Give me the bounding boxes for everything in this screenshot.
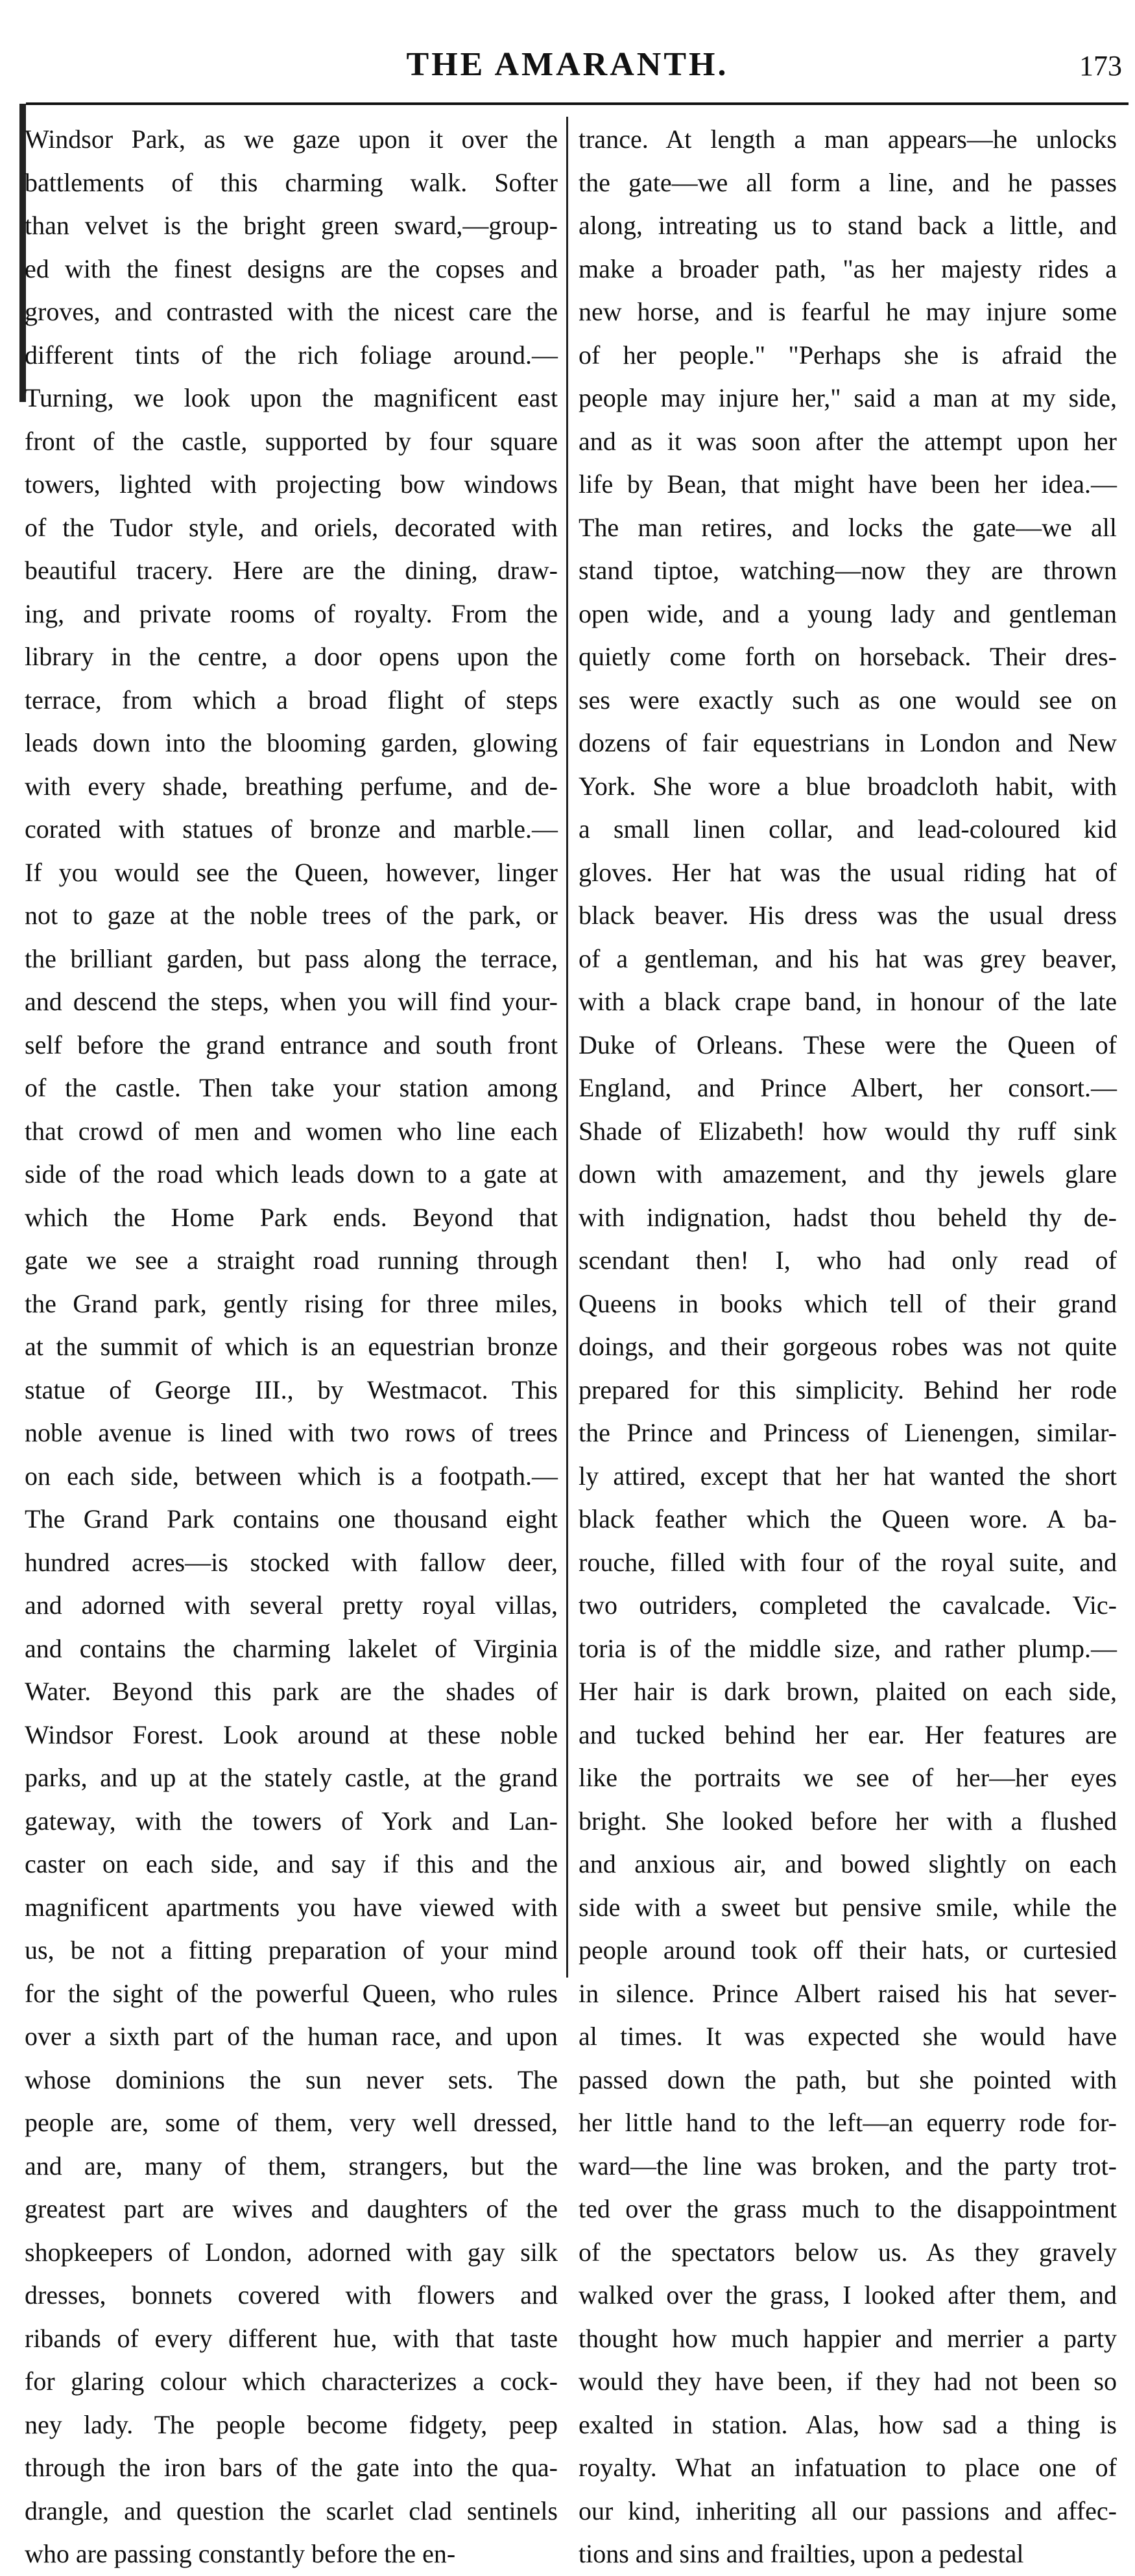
text-line: ed with the finest designs are the copses and: [25, 254, 558, 283]
text-line: would they have been, if they had not been so: [579, 2367, 1117, 2396]
text-line: leads down into the blooming garden, glowing: [25, 728, 558, 757]
text-line: the gate—we all form a line, and he passes: [579, 167, 1117, 197]
text-line: Water. Beyond this park are the shades of: [25, 1677, 558, 1706]
text-line: who are passing constantly before the en-: [25, 2539, 456, 2568]
text-line: with indignation, hadst thou beheld thy de-: [579, 1202, 1117, 1232]
text-line: of the Tudor style, and oriels, decorated with: [25, 512, 558, 542]
text-line: Windsor Park, as we gaze upon it over the: [25, 124, 558, 154]
text-line: our kind, inheriting all our passions and affec-: [579, 2496, 1117, 2525]
text-line: towers, lighted with projecting bow windows: [25, 469, 558, 499]
text-line: statue of George III., by Westmacot. This: [25, 1375, 558, 1404]
text-line: dresses, bonnets covered with flowers and: [25, 2280, 558, 2310]
text-line: and anxious air, and bowed slightly on each: [579, 1849, 1117, 1878]
text-line: on each side, between which is a footpath.—: [25, 1461, 558, 1491]
text-line: and are, many of them, strangers, but the: [25, 2151, 558, 2180]
text-line: ribands of every different hue, with that taste: [25, 2323, 558, 2353]
text-line: open wide, and a young lady and gentleman: [579, 598, 1117, 628]
text-line: royalty. What an infatuation to place one of: [579, 2453, 1117, 2482]
text-line: life by Bean, that might have been her idea.—: [579, 469, 1117, 499]
text-line: people around took off their hats, or curtesied: [579, 1935, 1117, 1965]
page-header: [0, 45, 1135, 91]
text-line: down with amazement, and thy jewels glare: [579, 1159, 1117, 1188]
text-line: that crowd of men and women who line each: [25, 1116, 558, 1146]
text-line: drangle, and question the scarlet clad sentinels: [25, 2496, 558, 2525]
text-line: noble avenue is lined with two rows of trees: [25, 1418, 558, 1447]
text-line: ward—the line was broken, and the party trot-: [579, 2151, 1117, 2180]
text-line: front of the castle, supported by four square: [25, 426, 558, 456]
text-line: and contains the charming lakelet of Virginia: [25, 1633, 558, 1663]
column-divider: [566, 117, 568, 1978]
text-line: bright. She looked before her with a flushed: [579, 1806, 1117, 1836]
text-line: magnificent apartments you have viewed with: [25, 1892, 558, 1922]
text-line: thought how much happier and merrier a party: [579, 2323, 1117, 2353]
running-title: THE AMARANTH.: [406, 46, 729, 83]
text-line: the Grand park, gently rising for three miles,: [25, 1288, 558, 1318]
right-column: [579, 118, 1117, 2568]
text-line: battlements of this charming walk. Softer: [25, 167, 558, 197]
text-line: groves, and contrasted with the nicest care the: [25, 297, 558, 326]
text-line: al times. It was expected she would have: [579, 2022, 1117, 2051]
text-line: parks, and up at the stately castle, at the grand: [25, 1763, 558, 1792]
text-line: The Grand Park contains one thousand eight: [25, 1504, 558, 1533]
text-line: through the iron bars of the gate into the qua-: [25, 2453, 558, 2482]
text-line: prepared for this simplicity. Behind her rode: [579, 1375, 1117, 1404]
text-line: corated with statues of bronze and marble.—: [25, 814, 558, 844]
text-line: ses were exactly such as one would see on: [579, 685, 1117, 715]
text-line: of the castle. Then take your station among: [25, 1073, 558, 1102]
text-line: greatest part are wives and daughters of the: [25, 2194, 558, 2223]
text-line: which the Home Park ends. Beyond that: [25, 1202, 558, 1232]
text-line: walked over the grass, I looked after them, and: [579, 2280, 1117, 2310]
text-line: England, and Prince Albert, her consort.—: [579, 1073, 1117, 1102]
text-line: ney lady. The people become fidgety, peep: [25, 2409, 558, 2439]
text-line: new horse, and is fearful he may injure some: [579, 297, 1117, 326]
left-column: [25, 118, 558, 2568]
text-line: black feather which the Queen wore. A ba-: [579, 1504, 1117, 1533]
text-line: ly attired, except that her hat wanted the short: [579, 1461, 1117, 1491]
text-line: like the portraits we see of her—her eyes: [579, 1763, 1117, 1792]
text-line: shopkeepers of London, adorned with gay silk: [25, 2237, 558, 2267]
text-line: tions and sins and frailties, upon a pedestal: [579, 2539, 1024, 2568]
text-line: side of the road which leads down to a gate at: [25, 1159, 558, 1188]
text-line: scendant then! I, who had only read of: [579, 1246, 1117, 1275]
text-line: The man retires, and locks the gate—we all: [579, 512, 1117, 542]
text-line: self before the grand entrance and south front: [25, 1030, 558, 1059]
text-line: exalted in station. Alas, how sad a thing is: [579, 2409, 1117, 2439]
text-line: passed down the path, but she pointed with: [579, 2064, 1117, 2094]
text-line: the Prince and Princess of Lienengen, similar-: [579, 1418, 1117, 1447]
text-line: Duke of Orleans. These were the Queen of: [579, 1030, 1117, 1059]
text-line: gloves. Her hat was the usual riding hat of: [579, 857, 1117, 887]
text-line: us, be not a fitting preparation of your mind: [25, 1935, 558, 1965]
text-line: people may injure her," said a man at my side,: [579, 383, 1117, 412]
text-line: for the sight of the powerful Queen, who rules: [25, 1978, 558, 2008]
text-line: different tints of the rich foliage around.—: [25, 340, 558, 370]
text-line: and tucked behind her ear. Her features are: [579, 1719, 1117, 1749]
text-line: gate we see a straight road running through: [25, 1246, 558, 1275]
text-line: people are, some of them, very well dressed,: [25, 2108, 558, 2137]
text-line: gateway, with the towers of York and Lan-: [25, 1806, 558, 1836]
text-line: and descend the steps, when you will find your-: [25, 987, 558, 1016]
text-line: Her hair is dark brown, plaited on each side,: [579, 1677, 1117, 1706]
text-line: Queens in books which tell of their grand: [579, 1288, 1117, 1318]
text-line: Windsor Forest. Look around at these noble: [25, 1719, 558, 1749]
text-line: the brilliant garden, but pass along the terrace,: [25, 943, 558, 973]
text-line: toria is of the middle size, and rather plump.—: [579, 1633, 1117, 1663]
text-line: with a black crape band, in honour of the late: [579, 987, 1117, 1016]
text-line: and as it was soon after the attempt upon her: [579, 426, 1117, 456]
text-line: her little hand to the left—an equerry rode for-: [579, 2108, 1117, 2137]
text-line: stand tiptoe, watching—now they are thrown: [579, 556, 1117, 585]
text-line: York. She wore a blue broadcloth habit, with: [579, 771, 1117, 801]
text-line: of her people." "Perhaps she is afraid the: [579, 340, 1117, 370]
text-line: caster on each side, and say if this and the: [25, 1849, 558, 1878]
text-line: a small linen collar, and lead-coloured kid: [579, 814, 1117, 844]
text-line: in silence. Prince Albert raised his hat sever-: [579, 1978, 1117, 2008]
text-line: Turning, we look upon the magnificent east: [25, 383, 558, 412]
text-line: library in the centre, a door opens upon the: [25, 642, 558, 671]
text-line: hundred acres—is stocked with fallow deer,: [25, 1547, 558, 1577]
text-line: terrace, from which a broad flight of steps: [25, 685, 558, 715]
text-line: side with a sweet but pensive smile, while the: [579, 1892, 1117, 1922]
text-line: whose dominions the sun never sets. The: [25, 2064, 558, 2094]
text-line: doings, and their gorgeous robes was not quite: [579, 1332, 1117, 1361]
text-line: than velvet is the bright green sward,—group-: [25, 211, 558, 240]
text-line: along, intreating us to stand back a little, and: [579, 211, 1117, 240]
text-line: over a sixth part of the human race, and upon: [25, 2022, 558, 2051]
text-line: of the spectators below us. As they gravely: [579, 2237, 1117, 2267]
text-line: If you would see the Queen, however, linger: [25, 857, 558, 887]
text-line: black beaver. His dress was the usual dress: [579, 901, 1117, 930]
text-line: not to gaze at the noble trees of the park, or: [25, 901, 558, 930]
text-line: of a gentleman, and his hat was grey beaver,: [579, 943, 1117, 973]
text-line: trance. At length a man appears—he unlocks: [579, 124, 1117, 154]
text-line: make a broader path, "as her majesty rides a: [579, 254, 1117, 283]
text-line: Shade of Elizabeth! how would thy ruff sink: [579, 1116, 1117, 1146]
text-line: rouche, filled with four of the royal suite, and: [579, 1547, 1117, 1577]
text-line: with every shade, breathing perfume, and de-: [25, 771, 558, 801]
text-line: for glaring colour which characterizes a cock-: [25, 2367, 558, 2396]
page-number: 173: [1079, 50, 1122, 82]
header-rule: [26, 102, 1129, 105]
text-line: ing, and private rooms of royalty. From the: [25, 598, 558, 628]
text-line: ted over the grass much to the disappointment: [579, 2194, 1117, 2223]
text-line: two outriders, completed the cavalcade. Vic-: [579, 1590, 1117, 1620]
text-line: and adorned with several pretty royal villas,: [25, 1590, 558, 1620]
text-line: beautiful tracery. Here are the dining, draw-: [25, 556, 558, 585]
text-line: dozens of fair equestrians in London and New: [579, 728, 1117, 757]
text-line: quietly come forth on horseback. Their dres-: [579, 642, 1117, 671]
text-line: at the summit of which is an equestrian bronze: [25, 1332, 558, 1361]
